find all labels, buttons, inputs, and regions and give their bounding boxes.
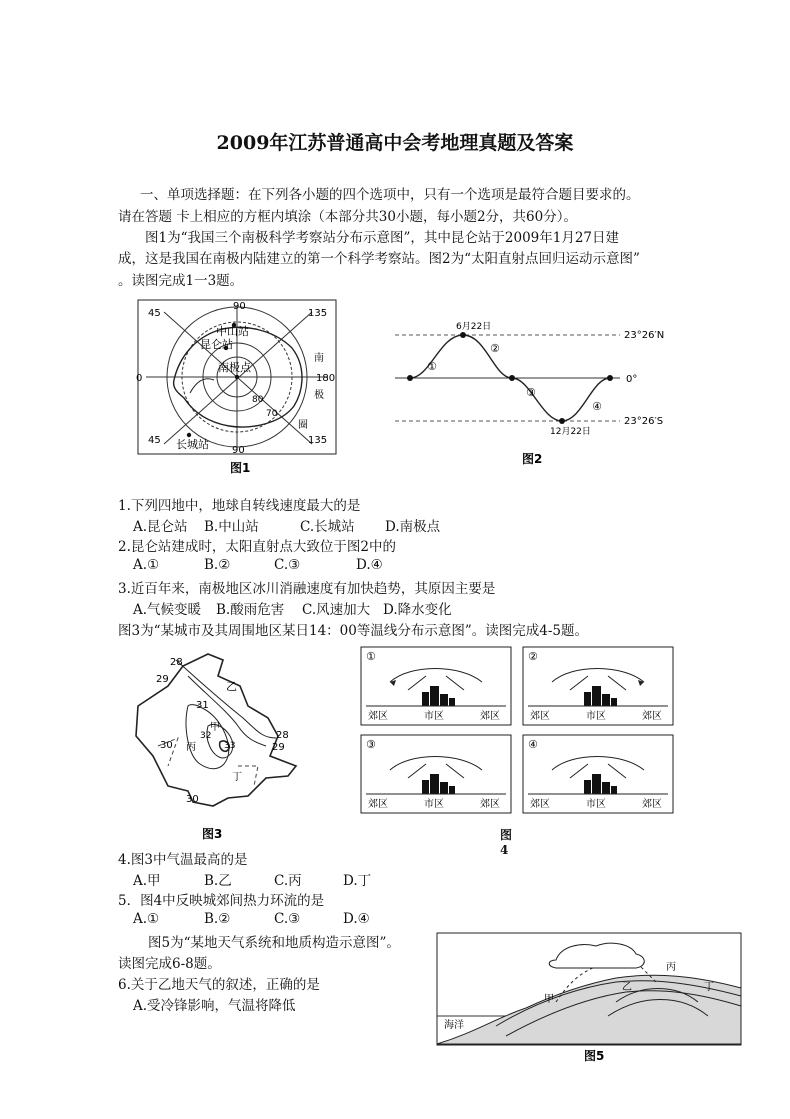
question-2-option-c: C.③ <box>274 557 301 573</box>
question-5-option-b: B.② <box>204 911 231 927</box>
question-6-option-a: A.受冷锋影响，气温将降低 <box>133 998 296 1014</box>
question-5-option-c: C.③ <box>274 911 301 927</box>
place-bing: 丙 <box>186 742 196 753</box>
lon-label: 0 <box>136 373 143 384</box>
place-yi: 乙 <box>226 680 237 693</box>
question-4-option-d: D.丁 <box>343 873 372 889</box>
panel-1-right: 郊区 <box>480 711 500 722</box>
lon-label: 45 <box>148 435 161 446</box>
isotherm-label: 30 <box>160 740 173 751</box>
question-1-option-b: B.中山站 <box>204 519 259 535</box>
line-label-north: 23°26′N <box>624 330 665 341</box>
lon-label: 45 <box>148 308 161 319</box>
isotherm-label: 29 <box>272 742 285 753</box>
question-3-option-b: B.酸雨危害 <box>216 602 285 618</box>
figure-1-antarctic-stations <box>134 298 344 492</box>
panel-3-center: 市区 <box>424 799 444 810</box>
marker-3: ③ <box>526 386 536 399</box>
lon-label: 90 <box>232 445 245 456</box>
panel-3-right: 郊区 <box>480 799 500 810</box>
panel-1-center: 市区 <box>424 711 444 722</box>
question-3-stem: 3.近百年来，南极地区冰川消融速度有加快趋势，其原因主要是 <box>118 581 496 597</box>
station-kunlun: 昆仑站 <box>200 338 233 351</box>
figures-3-4-intro: 图3为“某城市及其周围地区某日14：00等温线分布示意图”。读图完成4-5题。 <box>118 623 588 639</box>
place-jia: 甲 <box>210 722 220 733</box>
line-label-south: 23°26′S <box>624 416 664 427</box>
date-jun22: 6月22日 <box>456 322 492 332</box>
place-ding: 丁 <box>232 772 242 783</box>
question-2-option-a: A.① <box>133 557 160 573</box>
panel-3-left: 郊区 <box>368 799 388 810</box>
question-2-option-d: D.④ <box>356 557 383 573</box>
intro-line-5: 。读图完成1一3题。 <box>118 273 244 289</box>
panel-3-number: ③ <box>366 738 376 751</box>
intro-line-3: 图1为“我国三个南极科学考察站分布示意图”，其中昆仑站于2009年1月27日建 <box>145 230 620 246</box>
question-5-option-a: A.① <box>133 911 160 927</box>
isotherm-label: 28 <box>170 657 183 668</box>
circle-label: 南 <box>314 353 324 364</box>
question-1-option-a: A.昆仑站 <box>133 519 188 535</box>
place-yi: 乙 <box>622 982 632 993</box>
place-bing: 丙 <box>666 962 676 973</box>
isotherm-label: 31 <box>196 700 209 711</box>
figure-3-isotherm-map <box>128 646 308 845</box>
question-3-option-d: D.降水变化 <box>383 602 452 618</box>
line-label-equator: 0° <box>626 374 638 385</box>
figure-5-weather-geology <box>436 932 746 1066</box>
panel-4-number: ④ <box>528 738 538 751</box>
circle-label: 极 <box>314 390 324 401</box>
ocean-label: 海洋 <box>444 1020 464 1031</box>
marker-1: ① <box>427 360 437 373</box>
figure-2-caption: 图2 <box>522 452 543 466</box>
panel-1-left: 郊区 <box>368 711 388 722</box>
lon-label: 90 <box>233 301 246 312</box>
isotherm-label: 28 <box>276 730 289 741</box>
question-4-option-a: A.甲 <box>133 873 161 889</box>
place-jia: 甲 <box>544 994 554 1005</box>
lon-label: 180 <box>316 373 336 384</box>
isotherm-label: 29 <box>156 674 169 685</box>
figure-2-solar-migration <box>370 315 680 474</box>
panel-2-number: ② <box>528 650 538 663</box>
question-5-option-d: D.④ <box>343 911 370 927</box>
question-4-stem: 4.图3中气温最高的是 <box>118 852 248 868</box>
question-1-option-d: D.南极点 <box>385 519 441 535</box>
lat-label: 70 <box>266 409 278 419</box>
question-1-stem: 1.下列四地中，地球自转线速度最大的是 <box>118 498 361 514</box>
question-1-option-c: C.长城站 <box>300 519 355 535</box>
panel-1-number: ① <box>366 650 376 663</box>
page-title: 2009年江苏普通高中会考地理真题及答案 <box>216 132 574 154</box>
panel-4-right: 郊区 <box>642 799 662 810</box>
isotherm-label: 32 <box>200 731 212 741</box>
question-6-stem: 6.关于乙地天气的叙述，正确的是 <box>118 977 320 993</box>
intro-line-1: 一、单项选择题：在下列各小题的四个选项中，只有一个选项是最符合题目要求的。 <box>140 187 640 203</box>
place-ding: 丁 <box>704 982 714 993</box>
panel-4-left: 郊区 <box>530 799 550 810</box>
question-4-option-b: B.乙 <box>204 873 232 889</box>
figure-5-intro-2: 读图完成6-8题。 <box>118 956 221 972</box>
marker-4: ④ <box>592 400 602 413</box>
intro-line-2: 请在答题 卡上相应的方框内填涂（本部分共30小题，每小题2分，共60分）。 <box>118 209 577 225</box>
south-pole-label: 南极点 <box>218 361 251 374</box>
intro-line-4: 成，这是我国在南极内陆建立的第一个科学考察站。图2为“太阳直射点回归运动示意图” <box>118 251 640 267</box>
figure-1-caption: 图1 <box>230 461 251 475</box>
station-zhongshan: 中山站 <box>216 325 249 338</box>
lon-label: 135 <box>308 308 328 319</box>
station-changcheng: 长城站 <box>176 438 209 451</box>
figure-5-intro-1: 图5为“某地天气系统和地质构造示意图”。 <box>148 935 400 951</box>
figure-5-caption: 图5 <box>584 1049 605 1062</box>
question-2-stem: 2.昆仑站建成时，太阳直射点大致位于图2中的 <box>118 539 396 555</box>
figure-4-caption: 图4 <box>500 828 513 857</box>
date-dec22: 12月22日 <box>550 427 591 437</box>
figure-3-caption: 图3 <box>202 827 223 841</box>
panel-2-center: 市区 <box>586 711 606 722</box>
question-3-option-a: A.气候变暖 <box>133 602 202 618</box>
question-2-option-b: B.② <box>204 557 231 573</box>
panel-4-center: 市区 <box>586 799 606 810</box>
circle-label: 圈 <box>298 420 308 431</box>
question-4-option-c: C.丙 <box>274 873 302 889</box>
lat-label: 80 <box>252 395 264 405</box>
isotherm-label: 30 <box>186 794 199 805</box>
question-3-option-c: C.风速加大 <box>302 602 371 618</box>
lon-label: 135 <box>308 435 328 446</box>
panel-2-left: 郊区 <box>530 711 550 722</box>
marker-2: ② <box>490 342 500 355</box>
question-5-stem: 5．图4中反映城郊间热力环流的是 <box>118 893 325 909</box>
panel-2-right: 郊区 <box>642 711 662 722</box>
isotherm-label: 33 <box>224 741 236 751</box>
